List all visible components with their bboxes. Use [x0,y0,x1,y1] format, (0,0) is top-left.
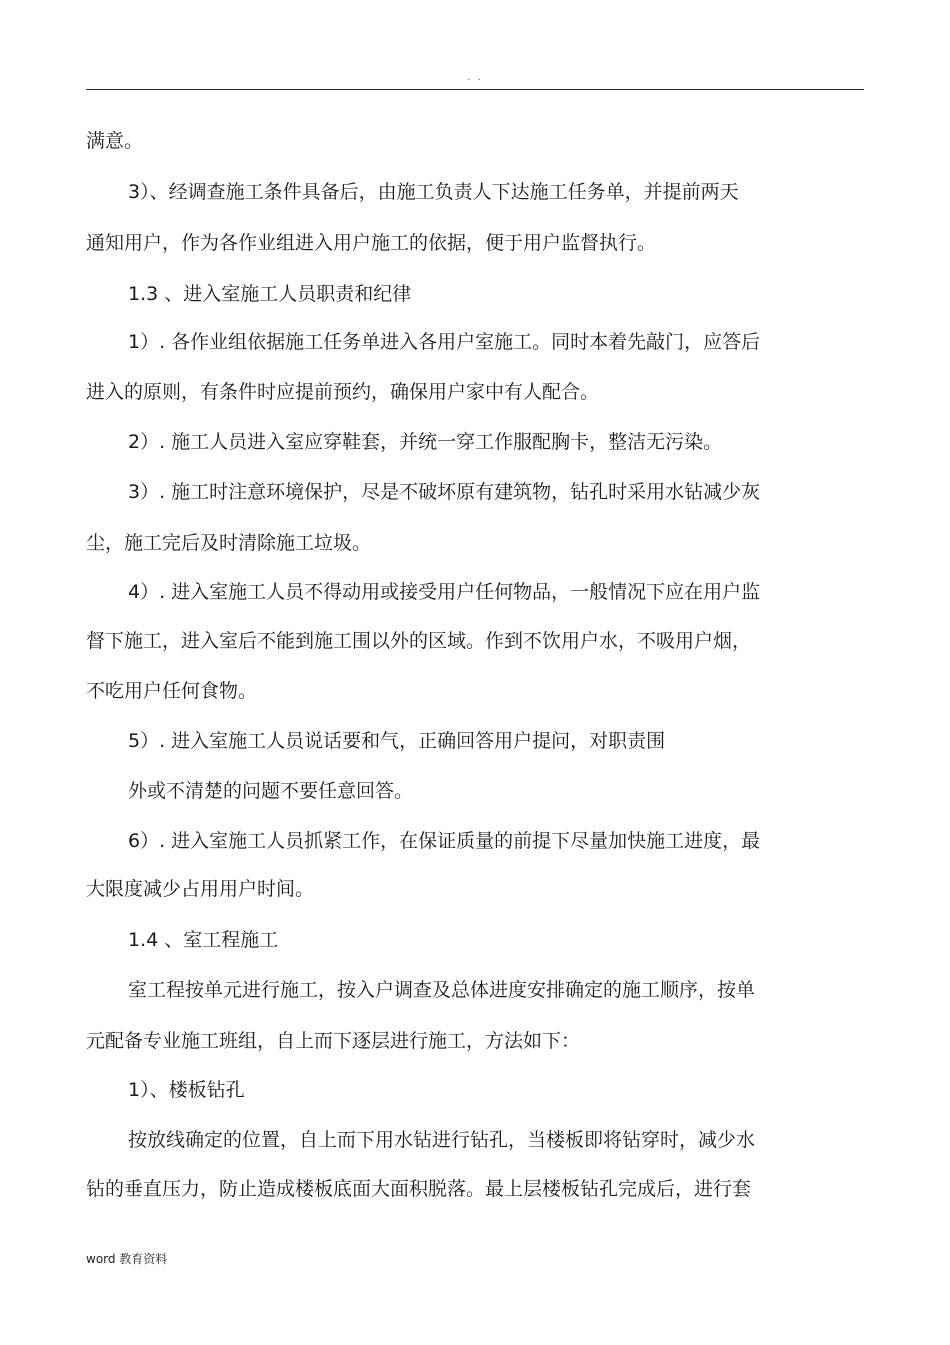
paragraph-line: 2）. 施工人员进入室应穿鞋套，并统一穿工作服配胸卡，整洁无污染。 [128,431,723,453]
paragraph-line: 满意。 [86,130,144,152]
paragraph-line: 1）. 各作业组依据施工任务单进入各用户室施工。同时本着先敲门，应答后 [128,331,761,353]
paragraph-line: 3）. 施工时注意环境保护，尽是不破坏原有建筑物，钻孔时采用水钻减少灰 [128,481,761,503]
paragraph-line: 通知用户，作为各作业组进入用户施工的依据，便于用户监督执行。 [86,232,657,254]
paragraph-line: 不吃用户任何食物。 [86,680,258,702]
paragraph-line: 按放线确定的位置，自上而下用水钻进行钻孔，当楼板即将钻穿时，减少水 [128,1129,756,1151]
paragraph-line: 元配备专业施工班组，自上而下逐层进行施工，方法如下： [86,1030,581,1052]
paragraph-line: 室工程按单元进行施工，按入户调查及总体进度安排确定的施工顺序，按单 [128,979,756,1001]
paragraph-line: 钻的垂直压力，防止造成楼板底面大面积脱落。最上层楼板钻孔完成后，进行套 [86,1178,752,1200]
paragraph-line: 进入的原则，有条件时应提前预约，确保用户家中有人配合。 [86,381,600,403]
subheading-floor-drilling: 1）、楼板钻孔 [128,1079,245,1101]
header-rule [86,89,864,90]
section-heading-1-4: 1.4 、室工程施工 [128,929,279,951]
header-mark: . . [467,72,483,83]
paragraph-line: 大限度减少占用用户时间。 [86,878,315,900]
paragraph-line: 6）. 进入室施工人员抓紧工作，在保证质量的前提下尽量加快施工进度，最 [128,830,761,852]
paragraph-line: 督下施工，进入室后不能到施工围以外的区域。作到不饮用户水，不吸用户烟， [86,630,752,652]
section-heading-1-3: 1.3 、进入室施工人员职责和纪律 [128,283,412,305]
paragraph-line: 3）、经调查施工条件具备后，由施工负责人下达施工任务单，并提前两天 [128,181,739,203]
footer-label: word 教育资料 [86,1252,168,1266]
paragraph-line: 尘，施工完后及时清除施工垃圾。 [86,532,372,554]
paragraph-line: 外或不清楚的问题不要任意回答。 [128,780,414,802]
paragraph-line: 5）. 进入室施工人员说话要和气，正确回答用户提问，对职责围 [128,730,666,752]
paragraph-line: 4）. 进入室施工人员不得动用或接受用户任何物品，一般情况下应在用户监 [128,581,761,603]
